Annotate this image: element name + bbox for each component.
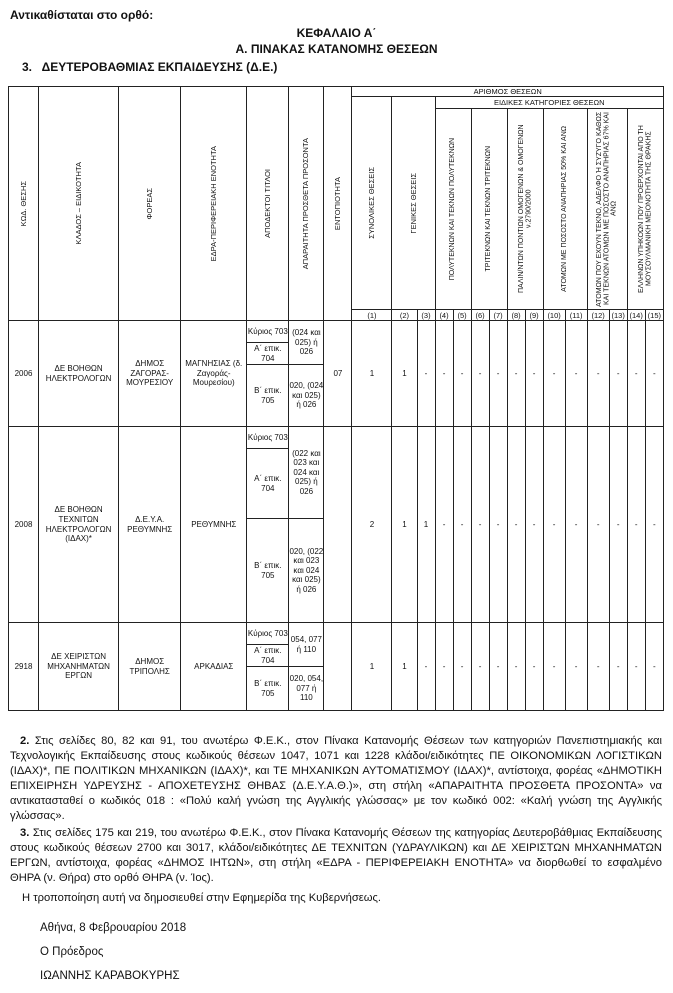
col-number: (10) [543,310,565,321]
signatory-role: Ο Πρόεδρος [40,946,104,958]
row-cell: - [417,623,435,711]
col-number: (12) [587,310,609,321]
row-cell: - [609,427,627,623]
row-title: Β΄ επικ. 705 [247,365,289,427]
paragraph-2 [10,734,662,824]
row-code: 2008 [9,427,39,623]
col-number: (6) [471,310,489,321]
row-cell: - [645,427,663,623]
row-cell: - [609,623,627,711]
paragraph-2-text: Στις σελίδες 80, 82 και 91, του ανωτέρω Φ.Ε.Κ., στον Πίνακα Κατανομής Θέσεων των κατηγοριών Πανεπιστημιακής και Τεχνολογικής Εκπαίδευσης στους κωδικούς θέσεων 1047, 1071 και 1228 κλάδοι/ειδικότητες ΠΕ ΟΙΚΟΝΟΜΙΚΩΝ ΛΟΓΙΣΤΙΚΩΝ (ΙΔΑΧ)*, ΠΕ ΠΟΛΙΤΙΚΩΝ ΜΗΧΑΝΙΚΩΝ (ΙΔΑΧ)*, και ΤΕ ΜΗΧΑΝΙΚΩΝ ΑΥΤΟΜΑΤΙΣΜΟΥ (ΙΔΑΧ)*, αντίστοιχα, φορέας «ΔΗΜΟΤΙΚΗ ΕΠΙΧΕΙΡΗΣΗ ΥΔΡΕΥΣΗΣ - ΑΠΟΧΕΤΕΥΣΗΣ ΘΗΒΑΣ (Δ.Ε.Υ.Α.Θ.)», στη στήλη «ΑΠΑΡΑΙΤΗΤΑ ΠΡΟΣΘΕΤΑ ΠΡΟΣΟΝΤΑ» να αντικατασταθεί ο κωδικός 018 : «Πολύ καλή γνώση της Αγγλικής γλώσσας» με τον κωδικό 002: «Καλή γνώση της Αγγλικής γλώσσας». [10,735,663,822]
row-title: Α΄ επικ. 704 [247,343,289,365]
header-quals: ΑΠΑΡΑΙΤΗΤΑ ΠΡΟΣΘΕΤΑ ΠΡΟΣΟΝΤΑ [289,87,324,321]
row-cell: - [435,321,453,427]
row-qual: (024 και 025) ή 026 [289,321,324,365]
signatory-name: ΙΩΑΝΝΗΣ ΚΑΡΑΒΟΚΥΡΗΣ [40,970,180,982]
col-number: (7) [489,310,507,321]
row-cell: - [525,623,543,711]
row-qual: 020, (024 και 025) ή 026 [289,365,324,427]
header-special-group: ΕΙΔΙΚΕΣ ΚΑΤΗΓΟΡΙΕΣ ΘΕΣΕΩΝ [435,97,663,109]
col-number: (13) [609,310,627,321]
row-general: 1 [392,623,417,711]
row-cell: - [525,321,543,427]
row-title: Α΄ επικ. 704 [247,449,289,519]
row-cell: - [565,427,587,623]
row-title: Κύριος 703 [247,427,289,449]
col-number: (1) [352,310,392,321]
header-minority: ΕΛΛΗΝΩΝ ΥΠΗΚΟΩΝ ΠΟΥ ΠΡΟΕΡΧΟΝΤΑΙ ΑΠΟ ΤΗ ΜΟΥΣΟΥΛΜΑΝΙΚΗ ΜΕΙΟΝΟΤΗΤΑ ΤΗΣ ΘΡΑΚΗΣ [627,109,663,310]
table-row [9,427,664,449]
row-title: Α΄ επικ. 704 [247,645,289,667]
col-number: (11) [565,310,587,321]
row-agency: ΔΗΜΟΣ ΖΑΓΟΡΑΣ-ΜΟΥΡΕΣΙΟΥ [119,321,181,427]
col-number: (5) [453,310,471,321]
row-cell: - [645,623,663,711]
row-seat: ΜΑΓΝΗΣΙΑΣ (δ. Ζαγοράς-Μουρεσίου) [181,321,247,427]
row-total: 2 [352,427,392,623]
row-cell: - [627,623,645,711]
header-titles: ΑΠΟΔΕΚΤΟΙ ΤΙΤΛΟΙ [247,87,289,321]
paragraph-2-number: 2. [20,735,30,747]
row-cell: - [565,623,587,711]
row-qual: 020, 054, 077 ή 110 [289,667,324,711]
row-seat: ΑΡΚΑΔΙΑΣ [181,623,247,711]
row-code: 2918 [9,623,39,711]
row-title: Β΄ επικ. 705 [247,667,289,711]
row-general: 1 [392,321,417,427]
row-cell: - [489,623,507,711]
col-number: (8) [507,310,525,321]
row-cell: - [587,427,609,623]
row-title: Β΄ επικ. 705 [247,519,289,623]
row-agency: Δ.Ε.Υ.Α. ΡΕΘΥΜΝΗΣ [119,427,181,623]
row-agency: ΔΗΜΟΣ ΤΡΙΠΟΛΗΣ [119,623,181,711]
row-qual: 020, (022 και 023 και 024 και 025) ή 026 [289,519,324,623]
col-number: (3) [417,310,435,321]
header-repat: ΠΑΛΙΝ/ΝΤΩΝ ΠΟΝΤΙΩΝ ΟΜΟΓΕΝΩΝ & ΟΜΟΓΕΝΩΝ ν.2790/2000 [507,109,543,310]
row-cell: - [417,321,435,427]
header-seat: ΕΔΡΑ-ΠΕΡΙΦΕΡΕΙΑΚΗ ΕΝΟΤΗΤΑ [181,87,247,321]
section-number: 3. [22,60,33,74]
col-number: (4) [435,310,453,321]
col-number: (14) [627,310,645,321]
row-branch: ΔΕ ΒΟΗΘΩΝ ΗΛΕΚΤΡΟΛΟΓΩΝ [39,321,119,427]
row-cell: - [453,427,471,623]
row-cell: - [525,427,543,623]
col-number: (15) [645,310,663,321]
col-number: (2) [392,310,417,321]
row-duration: 07 [324,321,352,427]
paragraph-3 [10,826,662,886]
closing-text: Η τροποποίηση αυτή να δημοσιευθεί στην Εφημερίδα της Κυβερνήσεως. [22,892,382,904]
paragraph-3-number: 3. [20,827,30,839]
row-cell: - [507,427,525,623]
row-general: 1 [392,427,417,623]
row-cell: - [489,427,507,623]
row-cell: - [543,427,565,623]
row-cell: - [435,427,453,623]
row-title: Κύριος 703 [247,321,289,343]
row-cell: - [609,321,627,427]
row-cell: - [627,427,645,623]
row-cell: - [435,623,453,711]
row-title: Κύριος 703 [247,623,289,645]
row-cell: - [627,321,645,427]
row-cell: - [507,321,525,427]
row-cell: - [471,321,489,427]
row-qual: 054, 077 ή 110 [289,623,324,667]
replace-note: Αντικαθίσταται στο ορθό: [10,8,154,22]
row-branch: ΔΕ ΧΕΙΡΙΣΤΩΝ ΜΗΧΑΝΗΜΑΤΩΝ ΕΡΓΩΝ [39,623,119,711]
table-row [9,623,664,645]
place-date: Αθήνα, 8 Φεβρουαρίου 2018 [40,922,187,934]
header-tri: ΤΡΙΤΕΚΝΩΝ ΚΑΙ ΤΕΚΝΩΝ ΤΡΙΤΕΚΝΩΝ [471,109,507,310]
header-general: ΓΕΝΙΚΕΣ ΘΕΣΕΙΣ [392,97,435,310]
row-cell: - [507,623,525,711]
table-title: Α. ΠΙΝΑΚΑΣ ΚΑΤΑΝΟΜΗΣ ΘΕΣΕΩΝ [235,42,438,56]
row-cell: - [543,321,565,427]
row-duration [324,427,352,623]
header-child67: ΑΤΟΜΩΝ ΠΟΥ ΕΧΟΥΝ ΤΕΚΝΟ, ΑΔΕΛΦΟ Ή ΣΥΖΥΓΟ ΚΑΘΩΣ ΚΑΙ ΤΕΚΝΩΝ ΑΤΟΜΩΝ ΜΕ ΠΟΣΟΣΤΟ ΑΝΑΠΗΡΙΑΣ 67% ΚΑΙ ΑΝΩ [587,109,627,310]
row-code: 2006 [9,321,39,427]
chapter-title: ΚΕΦΑΛΑΙΟ Α΄ [296,26,377,40]
row-cell: - [471,427,489,623]
row-cell: - [565,321,587,427]
row-cell: - [587,623,609,711]
row-qual: (022 και 023 και 024 και 025) ή 026 [289,427,324,519]
row-duration [324,623,352,711]
row-cell: - [543,623,565,711]
header-duration: ΕΝΤΟΠΙΟΤΗΤΑ [324,87,352,321]
row-total: 1 [352,321,392,427]
header-poly: ΠΟΛΥΤΕΚΝΩΝ ΚΑΙ ΤΕΚΝΩΝ ΠΟΛΥΤΕΚΝΩΝ [435,109,471,310]
row-cell: - [645,321,663,427]
row-cell: - [453,623,471,711]
header-total: ΣΥΝΟΛΙΚΕΣ ΘΕΣΕΙΣ [352,97,392,310]
row-seat: ΡΕΘΥΜΝΗΣ [181,427,247,623]
header-code: ΚΩΔ. ΘΕΣΗΣ [9,87,39,321]
row-cell: 1 [417,427,435,623]
row-total: 1 [352,623,392,711]
row-branch: ΔΕ ΒΟΗΘΩΝ ΤΕΧΝΙΤΩΝ ΗΛΕΚΤΡΟΛΟΓΩΝ (ΙΔΑΧ)* [39,427,119,623]
section-title: ΔΕΥΤΕΡΟΒΑΘΜΙΑΣ ΕΚΠΑΙΔΕΥΣΗΣ (Δ.Ε.) [41,60,278,74]
col-number: (9) [525,310,543,321]
positions-table [8,86,664,711]
paragraph-3-text: Στις σελίδες 175 και 219, του ανωτέρω Φ.Ε.Κ., στον Πίνακα Κατανομής Θέσεων της κατηγορίας Δευτεροβάθμιας Εκπαίδευσης στους κωδικούς θέσεων 2700 και 3017, κλάδοι/ειδικότητες ΔΕ ΤΕΧΝΙΤΩΝ (ΥΔΡΑΥΛΙΚΩΝ) και ΔΕ ΧΕΙΡΙΣΤΩΝ ΜΗΧΑΝΗΜΑΤΩΝ ΕΡΓΩΝ, αντίστοιχα, φορέας «ΔΗΜΟΣ ΙΗΤΩΝ», στη στήλη «ΕΔΡΑ - ΠΕΡΙΦΕΡΕΙΑΚΗ ΕΝΟΤΗΤΑ» να διορθωθεί το εσφαλμένο ΘΗΡΑ (ν. Θήρα) στο ορθό ΘΗΡΑ (ν. Ίος). [10,827,663,884]
row-cell: - [471,623,489,711]
row-cell: - [453,321,471,427]
header-positions-group: ΑΡΙΘΜΟΣ ΘΕΣΕΩΝ [352,87,664,97]
section-heading [22,60,277,74]
header-agency: ΦΟΡΕΑΣ [119,87,181,321]
row-cell: - [489,321,507,427]
header-branch: ΚΛΑΔΟΣ – ΕΙΔΙΚΟΤΗΤΑ [39,87,119,321]
row-cell: - [587,321,609,427]
header-disab50: ΑΤΟΜΩΝ ΜΕ ΠΟΣΟΣΤΟ ΑΝΑΠΗΡΙΑΣ 50% ΚΑΙ ΑΝΩ [543,109,587,310]
table-row [9,321,664,343]
